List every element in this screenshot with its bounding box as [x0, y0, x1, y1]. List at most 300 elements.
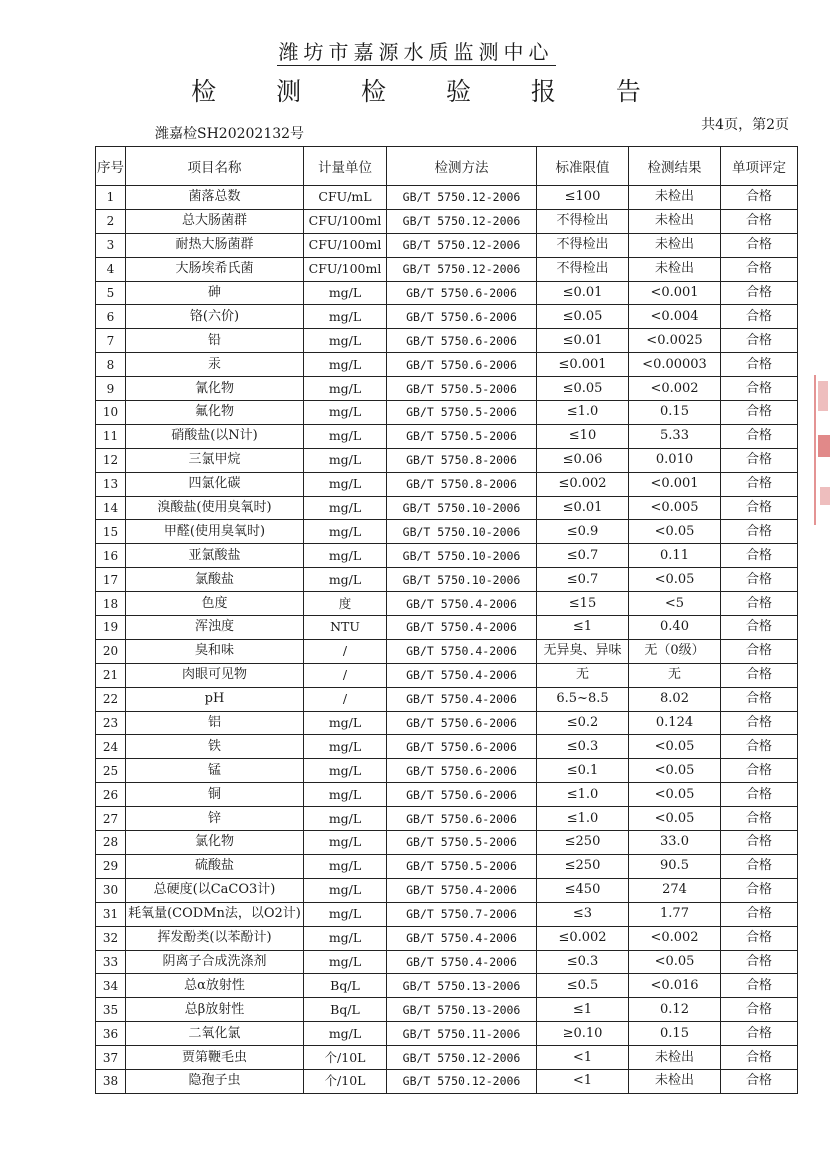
table-row	[96, 496, 798, 520]
cell-unit: mg/L	[304, 831, 387, 855]
table-row	[96, 878, 798, 902]
cell-seq: 25	[96, 759, 126, 783]
table-row	[96, 687, 798, 711]
cell-method: GB/T 5750.5-2006	[387, 424, 537, 448]
cell-assessment: 合格	[721, 687, 798, 711]
table-row	[96, 759, 798, 783]
cell-result: 90.5	[629, 854, 721, 878]
cell-method: GB/T 5750.6-2006	[387, 759, 537, 783]
cell-result: <0.05	[629, 759, 721, 783]
cell-assessment: 合格	[721, 1022, 798, 1046]
cell-method: GB/T 5750.5-2006	[387, 401, 537, 425]
col-header-limit: 标准限值	[537, 147, 629, 186]
cell-assessment: 合格	[721, 854, 798, 878]
cell-assessment: 合格	[721, 377, 798, 401]
cell-unit: /	[304, 663, 387, 687]
table-row	[96, 663, 798, 687]
cell-unit: mg/L	[304, 281, 387, 305]
cell-assessment: 合格	[721, 998, 798, 1022]
cell-assessment: 合格	[721, 1046, 798, 1070]
cell-unit: /	[304, 639, 387, 663]
cell-limit: ≤3	[537, 902, 629, 926]
table-row	[96, 257, 798, 281]
table-row	[96, 424, 798, 448]
table-row	[96, 974, 798, 998]
cell-assessment: 合格	[721, 783, 798, 807]
cell-item-name: 总大肠菌群	[126, 209, 304, 233]
cell-result: 1.77	[629, 902, 721, 926]
cell-result: <0.005	[629, 496, 721, 520]
cell-seq: 26	[96, 783, 126, 807]
cell-method: GB/T 5750.6-2006	[387, 281, 537, 305]
cell-item-name: 总β放射性	[126, 998, 304, 1022]
cell-method: GB/T 5750.12-2006	[387, 233, 537, 257]
table-row	[96, 639, 798, 663]
table-row	[96, 377, 798, 401]
cell-unit: mg/L	[304, 353, 387, 377]
cell-assessment: 合格	[721, 353, 798, 377]
cell-limit: ≤250	[537, 831, 629, 855]
cell-seq: 34	[96, 974, 126, 998]
cell-method: GB/T 5750.4-2006	[387, 663, 537, 687]
cell-item-name: 砷	[126, 281, 304, 305]
cell-method: GB/T 5750.6-2006	[387, 783, 537, 807]
table-row	[96, 186, 798, 210]
cell-result: 0.11	[629, 544, 721, 568]
cell-seq: 21	[96, 663, 126, 687]
cell-seq: 10	[96, 401, 126, 425]
cell-item-name: 隐孢子虫	[126, 1069, 304, 1093]
cell-unit: CFU/100ml	[304, 209, 387, 233]
cell-seq: 3	[96, 233, 126, 257]
cell-unit: mg/L	[304, 472, 387, 496]
table-row	[96, 831, 798, 855]
cell-limit: ≤1.0	[537, 401, 629, 425]
cell-item-name: 氯化物	[126, 831, 304, 855]
cell-seq: 11	[96, 424, 126, 448]
cell-method: GB/T 5750.5-2006	[387, 854, 537, 878]
cell-seq: 15	[96, 520, 126, 544]
cell-limit: <1	[537, 1046, 629, 1070]
cell-seq: 33	[96, 950, 126, 974]
cell-result: 0.15	[629, 1022, 721, 1046]
cell-limit: ≤0.3	[537, 735, 629, 759]
cell-limit: 无	[537, 663, 629, 687]
cell-method: GB/T 5750.10-2006	[387, 520, 537, 544]
cell-unit: Bq/L	[304, 998, 387, 1022]
cell-assessment: 合格	[721, 472, 798, 496]
cell-result: <0.001	[629, 472, 721, 496]
cell-item-name: 铬(六价)	[126, 305, 304, 329]
cell-method: GB/T 5750.6-2006	[387, 711, 537, 735]
table-row	[96, 401, 798, 425]
cell-item-name: 色度	[126, 592, 304, 616]
cell-method: GB/T 5750.4-2006	[387, 950, 537, 974]
cell-unit: mg/L	[304, 377, 387, 401]
cell-limit: ≤0.06	[537, 448, 629, 472]
cell-seq: 8	[96, 353, 126, 377]
table-row	[96, 568, 798, 592]
cell-assessment: 合格	[721, 568, 798, 592]
cell-result: 无	[629, 663, 721, 687]
cell-assessment: 合格	[721, 496, 798, 520]
cell-limit: ≤0.5	[537, 974, 629, 998]
cell-limit: ≤0.2	[537, 711, 629, 735]
cell-unit: mg/L	[304, 568, 387, 592]
cell-result: <0.002	[629, 377, 721, 401]
cell-method: GB/T 5750.6-2006	[387, 305, 537, 329]
cell-limit: 不得检出	[537, 257, 629, 281]
cell-seq: 35	[96, 998, 126, 1022]
cell-result: <0.05	[629, 520, 721, 544]
cell-seq: 37	[96, 1046, 126, 1070]
cell-item-name: 锌	[126, 807, 304, 831]
cell-method: GB/T 5750.8-2006	[387, 448, 537, 472]
cell-result: <0.05	[629, 950, 721, 974]
cell-method: GB/T 5750.4-2006	[387, 926, 537, 950]
cell-result: 0.124	[629, 711, 721, 735]
cell-method: GB/T 5750.4-2006	[387, 687, 537, 711]
cell-result: 无（0级）	[629, 639, 721, 663]
cell-assessment: 合格	[721, 735, 798, 759]
table-row	[96, 735, 798, 759]
cell-method: GB/T 5750.12-2006	[387, 1069, 537, 1093]
cell-seq: 18	[96, 592, 126, 616]
report-number: 潍嘉检SH20202132号	[155, 126, 305, 142]
col-header-item: 项目名称	[126, 147, 304, 186]
cell-limit: ≤1.0	[537, 807, 629, 831]
cell-seq: 7	[96, 329, 126, 353]
cell-seq: 36	[96, 1022, 126, 1046]
cell-method: GB/T 5750.13-2006	[387, 998, 537, 1022]
cell-assessment: 合格	[721, 257, 798, 281]
cell-limit: ≤0.01	[537, 329, 629, 353]
cell-unit: mg/L	[304, 448, 387, 472]
cell-assessment: 合格	[721, 759, 798, 783]
stamp-mark	[818, 381, 828, 411]
cell-assessment: 合格	[721, 520, 798, 544]
cell-method: GB/T 5750.12-2006	[387, 257, 537, 281]
cell-unit: mg/L	[304, 854, 387, 878]
cell-unit: mg/L	[304, 735, 387, 759]
cell-unit: /	[304, 687, 387, 711]
cell-assessment: 合格	[721, 305, 798, 329]
table-row	[96, 854, 798, 878]
cell-seq: 9	[96, 377, 126, 401]
cell-result: 未检出	[629, 257, 721, 281]
table-row	[96, 305, 798, 329]
cell-assessment: 合格	[721, 926, 798, 950]
cell-result: <5	[629, 592, 721, 616]
report-title: 检 测 检 验 报 告	[191, 77, 667, 106]
cell-assessment: 合格	[721, 878, 798, 902]
cell-unit: mg/L	[304, 1022, 387, 1046]
cell-seq: 20	[96, 639, 126, 663]
table-row	[96, 1022, 798, 1046]
cell-item-name: 氟化物	[126, 401, 304, 425]
cell-method: GB/T 5750.5-2006	[387, 831, 537, 855]
cell-item-name: 挥发酚类(以苯酚计)	[126, 926, 304, 950]
cell-method: GB/T 5750.10-2006	[387, 568, 537, 592]
cell-limit: ≤0.001	[537, 353, 629, 377]
cell-result: 未检出	[629, 1069, 721, 1093]
cell-limit: ≤0.05	[537, 305, 629, 329]
cell-seq: 14	[96, 496, 126, 520]
cell-limit: ≤0.1	[537, 759, 629, 783]
cell-seq: 16	[96, 544, 126, 568]
table-row	[96, 592, 798, 616]
table-row	[96, 472, 798, 496]
cell-unit: mg/L	[304, 401, 387, 425]
cell-result: <0.05	[629, 783, 721, 807]
cell-result: 未检出	[629, 1046, 721, 1070]
cell-assessment: 合格	[721, 974, 798, 998]
cell-unit: CFU/100ml	[304, 257, 387, 281]
cell-method: GB/T 5750.8-2006	[387, 472, 537, 496]
cell-unit: mg/L	[304, 424, 387, 448]
col-header-result: 检测结果	[629, 147, 721, 186]
cell-assessment: 合格	[721, 209, 798, 233]
cell-seq: 19	[96, 616, 126, 640]
cell-unit: mg/L	[304, 759, 387, 783]
cell-limit: ≤15	[537, 592, 629, 616]
cell-unit: mg/L	[304, 496, 387, 520]
cell-seq: 29	[96, 854, 126, 878]
cell-unit: mg/L	[304, 950, 387, 974]
cell-seq: 5	[96, 281, 126, 305]
cell-item-name: 硝酸盐(以N计)	[126, 424, 304, 448]
col-header-method: 检测方法	[387, 147, 537, 186]
table-row	[96, 1046, 798, 1070]
cell-result: <0.05	[629, 568, 721, 592]
stamp-mark	[818, 435, 830, 457]
cell-result: <0.004	[629, 305, 721, 329]
cell-item-name: 铅	[126, 329, 304, 353]
cell-assessment: 合格	[721, 186, 798, 210]
cell-assessment: 合格	[721, 831, 798, 855]
cell-result: 8.02	[629, 687, 721, 711]
cell-method: GB/T 5750.10-2006	[387, 496, 537, 520]
cell-seq: 30	[96, 878, 126, 902]
cell-item-name: 铝	[126, 711, 304, 735]
cell-result: <0.001	[629, 281, 721, 305]
cell-item-name: pH	[126, 687, 304, 711]
cell-result: <0.05	[629, 807, 721, 831]
cell-seq: 23	[96, 711, 126, 735]
cell-unit: mg/L	[304, 902, 387, 926]
cell-seq: 12	[96, 448, 126, 472]
cell-unit: 度	[304, 592, 387, 616]
red-seal-stamp	[814, 375, 832, 525]
cell-method: GB/T 5750.4-2006	[387, 616, 537, 640]
cell-result: 0.40	[629, 616, 721, 640]
cell-result: <0.00003	[629, 353, 721, 377]
cell-unit: NTU	[304, 616, 387, 640]
cell-method: GB/T 5750.11-2006	[387, 1022, 537, 1046]
cell-item-name: 硫酸盐	[126, 854, 304, 878]
cell-item-name: 亚氯酸盐	[126, 544, 304, 568]
col-header-seq: 序号	[96, 147, 126, 186]
table-row	[96, 998, 798, 1022]
table-row	[96, 209, 798, 233]
cell-limit: ≤0.7	[537, 568, 629, 592]
cell-assessment: 合格	[721, 1069, 798, 1093]
cell-method: GB/T 5750.4-2006	[387, 878, 537, 902]
page-indicator: 共4页，第2页	[701, 117, 789, 133]
cell-item-name: 四氯化碳	[126, 472, 304, 496]
cell-method: GB/T 5750.6-2006	[387, 353, 537, 377]
cell-result: 0.12	[629, 998, 721, 1022]
cell-method: GB/T 5750.6-2006	[387, 735, 537, 759]
cell-seq: 31	[96, 902, 126, 926]
cell-limit: ≤0.01	[537, 496, 629, 520]
cell-method: GB/T 5750.4-2006	[387, 639, 537, 663]
cell-method: GB/T 5750.12-2006	[387, 1046, 537, 1070]
cell-unit: mg/L	[304, 544, 387, 568]
cell-seq: 22	[96, 687, 126, 711]
cell-seq: 6	[96, 305, 126, 329]
cell-method: GB/T 5750.12-2006	[387, 209, 537, 233]
cell-item-name: 总硬度(以CaCO3计)	[126, 878, 304, 902]
table-row	[96, 544, 798, 568]
cell-limit: ≤450	[537, 878, 629, 902]
cell-limit: ≤1	[537, 998, 629, 1022]
cell-item-name: 总α放射性	[126, 974, 304, 998]
cell-unit: mg/L	[304, 807, 387, 831]
cell-assessment: 合格	[721, 233, 798, 257]
table-row	[96, 353, 798, 377]
cell-assessment: 合格	[721, 807, 798, 831]
cell-limit: ≤1	[537, 616, 629, 640]
cell-unit: mg/L	[304, 711, 387, 735]
table-row	[96, 1069, 798, 1093]
cell-result: 未检出	[629, 233, 721, 257]
cell-item-name: 臭和味	[126, 639, 304, 663]
cell-method: GB/T 5750.5-2006	[387, 377, 537, 401]
cell-limit: <1	[537, 1069, 629, 1093]
cell-item-name: 阴离子合成洗涤剂	[126, 950, 304, 974]
cell-result: 未检出	[629, 186, 721, 210]
cell-method: GB/T 5750.10-2006	[387, 544, 537, 568]
table-row	[96, 233, 798, 257]
table-row	[96, 616, 798, 640]
cell-seq: 32	[96, 926, 126, 950]
cell-unit: 个/10L	[304, 1046, 387, 1070]
cell-limit: ≤0.01	[537, 281, 629, 305]
cell-result: <0.002	[629, 926, 721, 950]
cell-item-name: 大肠埃希氏菌	[126, 257, 304, 281]
cell-result: <0.016	[629, 974, 721, 998]
cell-limit: ≤100	[537, 186, 629, 210]
cell-item-name: 三氯甲烷	[126, 448, 304, 472]
table-row	[96, 281, 798, 305]
cell-assessment: 合格	[721, 401, 798, 425]
cell-assessment: 合格	[721, 663, 798, 687]
table-row	[96, 926, 798, 950]
col-header-assessment: 单项评定	[721, 147, 798, 186]
cell-item-name: 浑浊度	[126, 616, 304, 640]
cell-item-name: 铜	[126, 783, 304, 807]
cell-assessment: 合格	[721, 592, 798, 616]
cell-item-name: 二氧化氯	[126, 1022, 304, 1046]
cell-limit: ≤10	[537, 424, 629, 448]
cell-seq: 38	[96, 1069, 126, 1093]
table-body	[96, 186, 798, 1094]
cell-unit: CFU/100ml	[304, 233, 387, 257]
cell-assessment: 合格	[721, 616, 798, 640]
cell-unit: Bq/L	[304, 974, 387, 998]
cell-limit: 不得检出	[537, 209, 629, 233]
cell-unit: mg/L	[304, 926, 387, 950]
table-row	[96, 950, 798, 974]
cell-limit: ≤0.3	[537, 950, 629, 974]
cell-item-name: 菌落总数	[126, 186, 304, 210]
cell-method: GB/T 5750.12-2006	[387, 186, 537, 210]
cell-result: 0.010	[629, 448, 721, 472]
cell-item-name: 氰化物	[126, 377, 304, 401]
cell-result: 33.0	[629, 831, 721, 855]
col-header-unit: 计量单位	[304, 147, 387, 186]
table-row	[96, 711, 798, 735]
cell-item-name: 溴酸盐(使用臭氧时)	[126, 496, 304, 520]
cell-limit: ≤0.9	[537, 520, 629, 544]
cell-unit: mg/L	[304, 305, 387, 329]
cell-item-name: 汞	[126, 353, 304, 377]
cell-limit: ≤0.05	[537, 377, 629, 401]
cell-assessment: 合格	[721, 902, 798, 926]
cell-unit: mg/L	[304, 878, 387, 902]
cell-limit: 6.5~8.5	[537, 687, 629, 711]
cell-method: GB/T 5750.6-2006	[387, 329, 537, 353]
cell-assessment: 合格	[721, 448, 798, 472]
cell-method: GB/T 5750.13-2006	[387, 974, 537, 998]
cell-method: GB/T 5750.7-2006	[387, 902, 537, 926]
table-header-row	[96, 147, 798, 186]
cell-seq: 17	[96, 568, 126, 592]
cell-unit: mg/L	[304, 329, 387, 353]
cell-assessment: 合格	[721, 424, 798, 448]
test-results-table	[95, 146, 798, 1094]
organization-title	[0, 36, 832, 65]
cell-item-name: 铁	[126, 735, 304, 759]
cell-limit: ≤1.0	[537, 783, 629, 807]
cell-item-name: 耗氧量(CODMn法，以O2计)	[126, 902, 304, 926]
cell-item-name: 贾第鞭毛虫	[126, 1046, 304, 1070]
cell-assessment: 合格	[721, 329, 798, 353]
stamp-mark	[820, 487, 830, 505]
cell-method: GB/T 5750.6-2006	[387, 807, 537, 831]
cell-limit: ≥0.10	[537, 1022, 629, 1046]
cell-unit: 个/10L	[304, 1069, 387, 1093]
table-row	[96, 520, 798, 544]
cell-seq: 27	[96, 807, 126, 831]
cell-assessment: 合格	[721, 639, 798, 663]
cell-seq: 2	[96, 209, 126, 233]
cell-seq: 28	[96, 831, 126, 855]
cell-item-name: 耐热大肠菌群	[126, 233, 304, 257]
cell-result: 274	[629, 878, 721, 902]
table-row	[96, 902, 798, 926]
cell-item-name: 甲醛(使用臭氧时)	[126, 520, 304, 544]
cell-seq: 24	[96, 735, 126, 759]
cell-assessment: 合格	[721, 544, 798, 568]
cell-item-name: 肉眼可见物	[126, 663, 304, 687]
cell-result: 5.33	[629, 424, 721, 448]
cell-result: <0.0025	[629, 329, 721, 353]
cell-limit: ≤250	[537, 854, 629, 878]
cell-seq: 1	[96, 186, 126, 210]
cell-item-name: 锰	[126, 759, 304, 783]
